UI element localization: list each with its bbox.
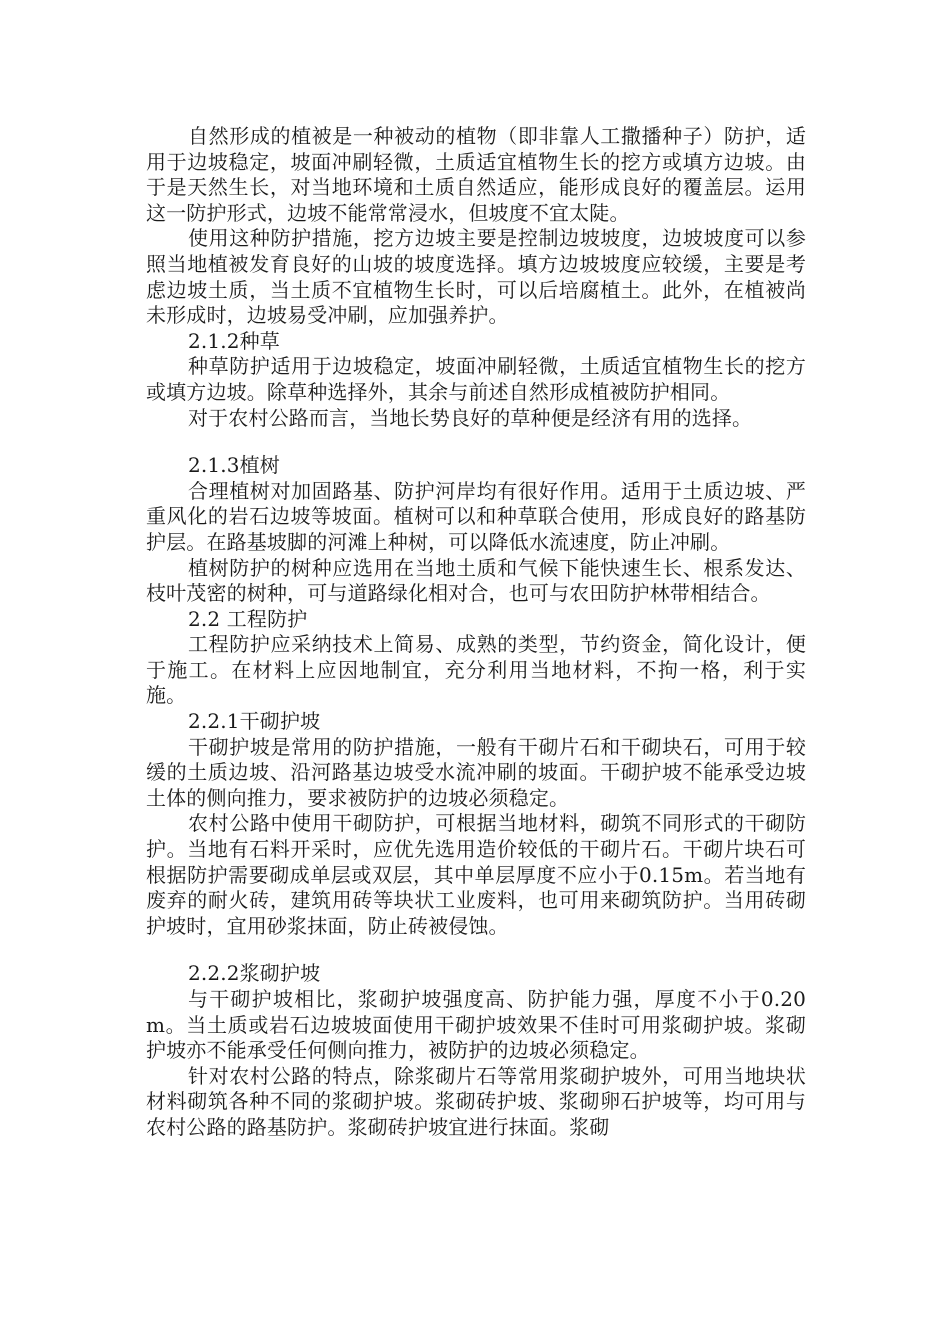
paragraph-mortar-masonry-rural: 针对农村公路的特点，除浆砌片石等常用浆砌护坡外，可用当地块状材料砌筑各种不同的浆砌护坡。浆砌砖护坡、浆砌卵石护坡等，均可用与农村公路的路基防护。浆砌砖护坡宜进行抹面。浆砌 <box>146 1063 806 1139</box>
paragraph-rural-roads-grass: 对于农村公路而言，当地长势良好的草种便是经济有用的选择。 <box>188 405 753 430</box>
paragraph-dry-masonry-rural: 农村公路中使用干砌防护，可根据当地材料，砌筑不同形式的干砌防护。当地有石料开采时，应优先选用造价较低的干砌片石。干砌片块石可根据防护需要砌成单层或双层，其中单层厚度不应小于0.15m。若当地有废弃的耐火砖，建筑用砖等块状工业废料，也可用来砌筑防护。当用砖砌护坡时，宜用砂浆抹面，防止砖被侵蚀。 <box>146 811 806 938</box>
paragraph-tree-planting: 合理植树对加固路基、防护河岸均有很好作用。适用于土质边坡、严重风化的岩石边坡等坡面。植树可以和种草联合使用，形成良好的路基防护层。在路基坡脚的河滩上种树，可以降低水流速度，防止冲刷。 <box>146 478 806 554</box>
paragraph-tree-species: 植树防护的树种应选用在当地土质和气候下能快速生长、根系发达、枝叶茂密的树种，可与道路绿化相对合，也可与农田防护林带相结合。 <box>146 555 806 606</box>
document-body <box>146 124 806 1141</box>
paragraph-mortar-masonry: 与干砌护坡相比，浆砌护坡强度高、防护能力强，厚度不小于0.20m。当土质或岩石边坡坡面使用干砌护坡效果不佳时可用浆砌护坡。浆砌护坡亦不能承受任何侧向推力，被防护的边坡必须稳定。 <box>146 987 806 1063</box>
paragraph-engineering-protection: 工程防护应采纳技术上简易、成熟的类型，节约资金，简化设计，便于施工。在材料上应因地制宜，充分利用当地材料，不拘一格，利于实施。 <box>146 632 806 708</box>
paragraph-natural-vegetation: 自然形成的植被是一种被动的植物（即非靠人工撒播种子）防护，适用于边坡稳定，坡面冲刷轻微，土质适宜植物生长的挖方或填方边坡。由于是天然生长，对当地环境和土质自然适应，能形成良好的覆盖层。运用这一防护形式，边坡不能常常浸水，但坡度不宜太陡。 <box>146 124 806 225</box>
section-heading-2-2-1: 2.2.1干砌护坡 <box>188 709 321 734</box>
paragraph-dry-masonry: 干砌护坡是常用的防护措施，一般有干砌片石和干砌块石，可用于较缓的土质边坡、沿河路基边坡受水流冲刷的坡面。干砌护坡不能承受边坡土体的侧向推力，要求被防护的边坡必须稳定。 <box>146 734 806 810</box>
section-heading-2-1-2: 2.1.2种草 <box>188 328 280 353</box>
section-heading-2-2-2: 2.2.2浆砌护坡 <box>188 961 321 986</box>
section-heading-2-1-3: 2.1.3植树 <box>188 453 280 478</box>
section-heading-2-2: 2.2 工程防护 <box>188 606 308 631</box>
paragraph-protection-measures: 使用这种防护措施，挖方边坡主要是控制边坡坡度，边坡坡度可以参照当地植被发育良好的山坡的坡度选择。填方边坡坡度应较缓，主要是考虑边坡土质，当土质不宜植物生长时，可以后培腐植土。此外，在植被尚未形成时，边坡易受冲刷，应加强养护。 <box>146 226 806 328</box>
paragraph-grass-planting: 种草防护适用于边坡稳定，坡面冲刷轻微，土质适宜植物生长的挖方或填方边坡。除草种选择外，其余与前述自然形成植被防护相同。 <box>146 354 806 404</box>
